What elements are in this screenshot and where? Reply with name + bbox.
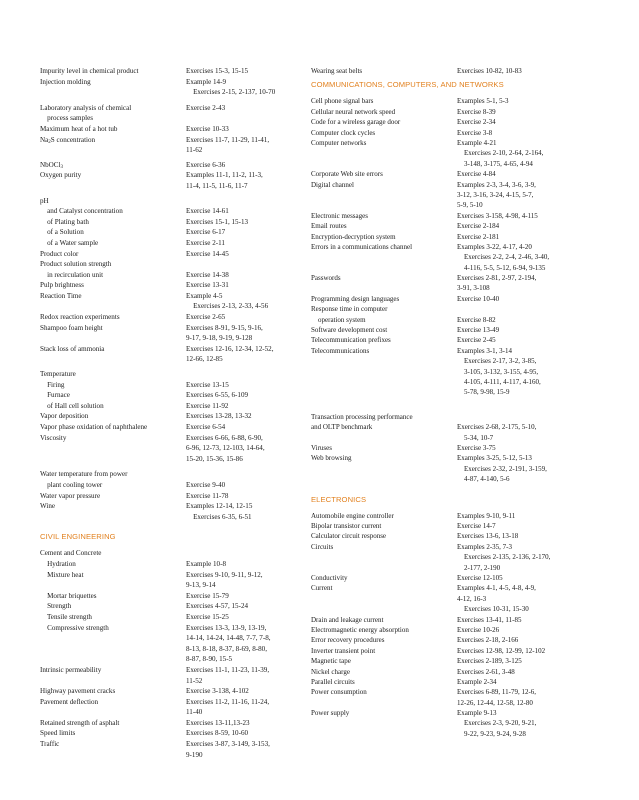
index-entry <box>40 66 302 77</box>
index-topic: Speed limits <box>40 729 76 738</box>
index-topic: Oxygen purity <box>40 171 82 180</box>
index-references: Exercise 14-38 <box>186 270 229 279</box>
index-entry <box>311 232 559 242</box>
section-heading: ELECTRONICS <box>311 494 367 504</box>
index-topic: Inverter transient point <box>311 646 376 655</box>
index-references: Examples 2-3, 3-4, 3-6, 3-9, 3-12, 3-16, 3-24, 4-15, 5-7, 5-9, 5-10 <box>457 180 536 210</box>
index-topic: Compressive strength <box>40 623 109 632</box>
index-left-column <box>40 66 302 760</box>
index-topic: Temperature <box>40 370 76 379</box>
index-references: Examples 3-1, 3-14 Exercises 2-17, 3-2, 3-85, 3-105, 3-132, 3-155, 4-95, 4-105, 4-111, 4-117, 4-160, 5-78, 9-98, 15-9 <box>457 346 541 397</box>
index-entry <box>40 124 302 135</box>
index-references: Exercises 4-57, 15-24 <box>186 602 249 611</box>
index-topic: Water temperature from power plant cooling tower <box>40 470 128 489</box>
index-references: Exercises 2-68, 2-175, 5-10, 5-34, 10-7 <box>457 423 537 442</box>
index-topic: Reaction Time <box>40 291 82 300</box>
index-references: Examples 5-1, 5-3 <box>457 97 509 106</box>
index-entry <box>40 170 302 191</box>
index-references: Exercises 11-7, 11-29, 11-41, 11-62 <box>186 135 270 155</box>
index-entry <box>40 469 302 490</box>
index-topic: Computer clock cycles <box>311 128 376 137</box>
index-references: Examples 11-1, 11-2, 11-3, 11-4, 11-5, 11-6, 11-7 <box>186 171 263 190</box>
index-topic: Power supply <box>311 709 350 718</box>
index-topic: Cellular neural network speed <box>311 107 396 116</box>
index-entry <box>311 221 559 231</box>
index-entry <box>40 249 302 260</box>
index-references: Exercise 15-79 <box>186 591 229 600</box>
index-references: Exercise 13-31 <box>186 281 229 290</box>
index-references: Exercise 11-78 <box>186 491 229 500</box>
index-topic: Power consumption <box>311 688 367 697</box>
index-topic: Passwords <box>311 274 341 283</box>
index-entry <box>40 491 302 502</box>
index-topic: and Catalyst concentration <box>40 207 123 216</box>
index-entry <box>40 77 302 98</box>
index-topic: Circuits <box>311 542 334 551</box>
index-entry <box>311 646 559 656</box>
topic-text: NbOCl <box>40 160 61 169</box>
index-entry <box>40 433 302 465</box>
index-entry <box>40 291 302 312</box>
index-topic: Furnace <box>40 391 70 400</box>
index-references: Exercise 6-36 <box>186 160 226 169</box>
index-references: Exercise 15-25 <box>186 612 229 621</box>
index-topic: Errors in a communications channel <box>311 242 413 251</box>
index-topic: Product color <box>40 249 79 258</box>
index-entry <box>40 369 302 380</box>
index-references: Example 10-8 <box>186 559 226 568</box>
index-entry <box>311 325 559 335</box>
index-entry <box>311 511 559 521</box>
index-entry <box>311 542 559 573</box>
index-entry <box>311 128 559 138</box>
index-entry <box>311 687 559 708</box>
index-references: Exercises 8-91, 9-15, 9-16, 9-17, 9-18, 9-19, 9-128 <box>186 323 263 343</box>
index-entry <box>40 227 302 238</box>
index-topic: Vapor phase oxidation of naphthalene <box>40 423 148 431</box>
index-references: Exercises 6-66, 6-88, 6-90, 6-96, 12-73, 12-103, 14-64, 15-20, 15-36, 15-86 <box>186 433 265 463</box>
index-entry <box>40 344 302 365</box>
index-entry <box>311 180 559 211</box>
index-topic: Code for a wireless garage door <box>311 118 401 127</box>
index-topic: Electromagnetic energy absorption <box>311 625 409 634</box>
index-entry <box>311 573 559 583</box>
topic-text: Na <box>40 135 49 144</box>
index-topic: Transaction processing performance and OLTP benchmark <box>311 412 413 432</box>
index-topic: Response time in computer operation system <box>311 305 388 324</box>
index-entry <box>311 521 559 531</box>
index-topic: Error recovery procedures <box>311 636 385 645</box>
index-topic: Hydration <box>40 559 76 568</box>
index-references: Examples 3-22, 4-17, 4-20 Exercises 2-2, 2-4, 2-46, 3-40, 4-116, 5-5, 5-12, 6-94, 9-135 <box>457 242 550 272</box>
index-entry <box>40 570 302 591</box>
index-references: Examples 9-10, 9-11 <box>457 511 516 520</box>
index-entry <box>40 623 302 665</box>
index-topic: Magnetic tape <box>311 657 351 666</box>
index-entry <box>40 135 302 156</box>
index-entry <box>40 739 302 760</box>
index-topic: Maximum heat of a hot tub <box>40 124 118 133</box>
topic-text-after: S concentration <box>50 135 96 144</box>
index-references: Exercises 13-3, 13-9, 13-19, 14-14, 14-24, 14-48, 7-7, 7-8, 8-13, 8-18, 8-37, 8-69, 8-80, 8-87, 8-90, 15-5 <box>186 623 271 664</box>
index-topic: Traffic <box>40 740 60 749</box>
index-entry <box>311 667 559 677</box>
index-topic: Web browsing <box>311 454 352 463</box>
index-references: Exercises 10-82, 10-83 <box>457 67 522 75</box>
index-entry <box>311 96 559 106</box>
index-entry <box>311 211 559 221</box>
index-references: Exercise 2-34 <box>457 118 496 127</box>
index-references: Exercises 8-59, 10-60 <box>186 729 249 738</box>
index-references: Examples 3-25, 5-12, 5-13 Exercises 2-32, 2-191, 3-159, 4-87, 4-140, 5-6 <box>457 454 547 484</box>
index-references: Exercise 14-45 <box>186 249 229 258</box>
index-references: Examples 4-1, 4-5, 4-8, 4-9, 4-12, 16-3 Exercises 10-31, 15-30 <box>457 584 536 614</box>
index-topic: Mortar briquettes <box>40 591 97 600</box>
index-topic: Retained strength of asphalt <box>40 718 120 727</box>
index-references: Exercises 13-6, 13-18 <box>457 532 519 541</box>
index-topic: pH <box>40 196 49 205</box>
index-entry <box>40 591 302 602</box>
index-entry <box>311 242 559 273</box>
index-topic: Digital channel <box>311 180 354 189</box>
index-topic: Wearing seat belts <box>311 67 363 75</box>
index-references: Exercise 2-43 <box>186 103 226 112</box>
index-entry <box>40 280 302 291</box>
index-references: Exercise 12-105 <box>457 573 503 582</box>
index-topic: Automobile engine controller <box>311 511 394 520</box>
index-topic: of a Water sample <box>40 238 99 247</box>
index-topic: Mixture heat <box>40 570 84 579</box>
index-references: Exercises 2-18, 2-166 <box>457 636 519 645</box>
index-entry <box>40 612 302 623</box>
index-entry <box>40 323 302 344</box>
index-entry <box>311 273 559 294</box>
index-entry <box>311 117 559 127</box>
index-topic: Pulp brightness <box>40 281 84 290</box>
index-topic: Vapor deposition <box>40 412 89 421</box>
index-references: Exercises 15-1, 15-13 <box>186 217 249 226</box>
index-topic: Pavement deflection <box>40 697 99 706</box>
index-topic: Water vapor pressure <box>40 491 101 500</box>
index-references: Example 9-13 Exercises 2-3, 9-20, 9-21, 9-22, 9-23, 9-24, 9-28 <box>457 709 537 738</box>
index-entry <box>40 103 302 124</box>
index-topic: Wine <box>40 502 56 511</box>
index-references: Example 2-34 <box>457 677 497 686</box>
index-topic: Parallel circuits <box>311 677 355 686</box>
index-entry <box>311 531 559 541</box>
index-topic: of a Solution <box>40 228 84 237</box>
index-entry <box>311 583 559 614</box>
topic-subscript: 2 <box>48 139 51 145</box>
index-references: Exercises 2-189, 3-125 <box>457 657 522 666</box>
index-entry <box>40 238 302 249</box>
index-references: Examples 12-14, 12-15 Exercises 6-35, 6-51 <box>186 502 253 521</box>
index-entry <box>40 196 302 207</box>
index-references: Exercise 2-184 <box>457 222 500 231</box>
spacer <box>311 398 559 412</box>
index-references: Exercises 11-1, 11-23, 11-39, 11-52 <box>186 665 270 685</box>
index-right-column <box>311 66 559 739</box>
index-references: Exercise 13-15 <box>186 380 229 389</box>
index-entry <box>311 635 559 645</box>
index-topic <box>40 160 302 171</box>
index-entry <box>311 335 559 345</box>
index-topic: Product solution strength in recirculation unit <box>40 260 112 279</box>
index-entry <box>311 656 559 666</box>
index-topic: Software development cost <box>311 326 388 335</box>
index-topic: Highway pavement cracks <box>40 687 116 696</box>
index-topic: Programming design languages <box>311 294 400 303</box>
index-references: Exercise 10-40 <box>457 294 500 303</box>
index-references: Exercises 12-16, 12-34, 12-52, 12-66, 12-85 <box>186 344 274 364</box>
index-topic: of Plating bath <box>40 217 89 226</box>
index-topic: Laboratory analysis of chemical process samples <box>40 103 132 123</box>
index-references: Exercise 2-45 <box>457 336 496 345</box>
index-references: Exercise 2-11 <box>186 238 225 247</box>
index-entry <box>40 206 302 217</box>
index-references: Example 14-9 Exercises 2-15, 2-137, 10-70 <box>186 77 276 97</box>
index-topic: Current <box>311 584 333 593</box>
index-topic: Viruses <box>311 444 332 453</box>
index-entry <box>40 217 302 228</box>
index-references: Example 4-21 Exercises 2-10, 2-64, 2-164, 3-148, 3-175, 4-65, 4-94 <box>457 138 544 168</box>
index-topic: Telecommunications <box>311 346 370 355</box>
section-heading: CIVIL ENGINEERING <box>40 532 116 542</box>
index-entry <box>311 66 559 76</box>
index-topic: Nickel charge <box>311 667 350 676</box>
index-references: Exercise 10-26 <box>457 625 500 634</box>
index-topic: Encryption-decryption system <box>311 232 396 241</box>
index-entry <box>311 453 559 484</box>
index-entry <box>40 160 302 171</box>
index-entry <box>311 346 559 398</box>
index-entry <box>311 169 559 179</box>
index-entry <box>40 411 302 422</box>
index-references: Exercises 15-3, 15-15 <box>186 67 249 75</box>
index-entry <box>311 625 559 635</box>
index-topic: Firing <box>40 380 65 389</box>
index-entry <box>311 615 559 625</box>
index-entry <box>40 665 302 686</box>
index-references: Exercise 14-61 <box>186 207 229 216</box>
index-entry <box>40 686 302 697</box>
index-entry <box>40 312 302 323</box>
index-topic: Stack loss of ammonia <box>40 344 105 353</box>
index-entry <box>311 294 559 304</box>
index-references: Exercises 2-81, 2-97, 2-194, 3-91, 3-108 <box>457 274 537 293</box>
index-topic: Conductivity <box>311 573 348 582</box>
index-topic: Cement and Concrete <box>40 549 102 558</box>
index-entry <box>40 728 302 739</box>
index-entry <box>40 390 302 401</box>
index-topic: Impurity level in chemical product <box>40 67 139 75</box>
index-entry <box>40 697 302 718</box>
index-references: Exercises 12-98, 12-99, 12-102 <box>457 646 546 655</box>
index-references: Exercises 13-11,13-23 <box>186 718 250 727</box>
index-references: Exercise 3-75 <box>457 444 496 453</box>
index-topic: Strength <box>40 602 72 611</box>
index-topic: of Hall cell solution <box>40 401 104 410</box>
index-topic: Shampoo foam height <box>40 323 103 332</box>
topic-subscript: 3 <box>60 164 63 170</box>
index-topic: Cell phone signal bars <box>311 97 374 106</box>
index-topic: Electronic messages <box>311 211 368 220</box>
index-entry <box>40 718 302 729</box>
index-topic: Tensile strength <box>40 612 92 621</box>
index-references: Exercise 2-65 <box>186 313 226 322</box>
index-topic: Bipolar transistor current <box>311 522 382 530</box>
index-references: Exercise 2-181 <box>457 232 500 241</box>
index-topic: Drain and leakage current <box>311 615 384 624</box>
index-entry <box>40 380 302 391</box>
index-entry <box>40 422 302 433</box>
index-entry <box>40 501 302 522</box>
index-references: Exercise 3-8 <box>457 128 493 137</box>
index-entry <box>40 401 302 412</box>
index-references: Exercises 6-55, 6-109 <box>186 391 249 400</box>
index-references: Examples 2-35, 7-3 Exercises 2-135, 2-136, 2-170, 2-177, 2-190 <box>457 542 551 572</box>
index-references: Exercise 4-84 <box>457 170 496 179</box>
index-references: Exercises 9-10, 9-11, 9-12, 9-13, 9-14 <box>186 570 263 590</box>
index-entry <box>311 443 559 453</box>
index-entry <box>311 677 559 687</box>
index-references: Exercises 13-28, 13-32 <box>186 412 252 421</box>
index-references: Exercise 6-17 <box>186 228 226 237</box>
index-entry <box>40 559 302 570</box>
index-topic: Redox reaction experiments <box>40 313 120 322</box>
index-entry <box>311 412 559 443</box>
index-entry <box>40 259 302 280</box>
index-references: Exercise 3-138, 4-102 <box>186 687 249 696</box>
index-references: Exercises 3-87, 3-149, 3-153, 9-190 <box>186 740 270 759</box>
spacer <box>311 485 559 495</box>
spacer <box>40 522 302 532</box>
index-references: Exercise 9-40 <box>186 480 226 489</box>
index-references: Exercises 3-158, 4-98, 4-115 <box>457 211 538 220</box>
index-topic: Corporate Web site errors <box>311 170 383 179</box>
index-topic: Calculator circuit response <box>311 532 387 541</box>
index-topic: Intrinsic permeability <box>40 665 102 674</box>
index-topic: Email routes <box>311 222 347 231</box>
index-references: Exercise 6-54 <box>186 423 226 431</box>
index-topic: Injection molding <box>40 77 91 86</box>
index-entry <box>40 601 302 612</box>
section-heading: COMMUNICATIONS, COMPUTERS, AND NETWORKS <box>311 80 504 90</box>
index-references: Exercise 13-49 <box>457 326 500 335</box>
index-topic: Viscosity <box>40 433 67 442</box>
index-references: Exercises 13-41, 11-85 <box>457 615 522 624</box>
index-entry <box>311 138 559 169</box>
index-references: Exercise 8-39 <box>457 107 496 116</box>
index-topic: Telecommunication prefixes <box>311 336 391 345</box>
index-entry <box>311 107 559 117</box>
index-entry <box>40 548 302 559</box>
index-entry <box>311 708 559 739</box>
index-references: Exercise 10-33 <box>186 124 229 133</box>
index-references: Example 4-5 Exercises 2-13, 2-33, 4-56 <box>186 291 269 311</box>
index-references: Exercise 14-7 <box>457 522 496 530</box>
index-references: Exercise 11-92 <box>186 401 229 410</box>
index-references: Exercises 11-2, 11-16, 11-24, 11-40 <box>186 697 270 717</box>
index-topic: Computer networks <box>311 138 367 147</box>
index-entry <box>311 304 559 325</box>
index-references: Exercise 8-82 <box>457 315 496 324</box>
index-references: Exercises 2-61, 3-48 <box>457 667 515 676</box>
index-references: Exercises 6-89, 11-79, 12-6, 12-26, 12-44, 12-58, 12-80 <box>457 688 537 707</box>
